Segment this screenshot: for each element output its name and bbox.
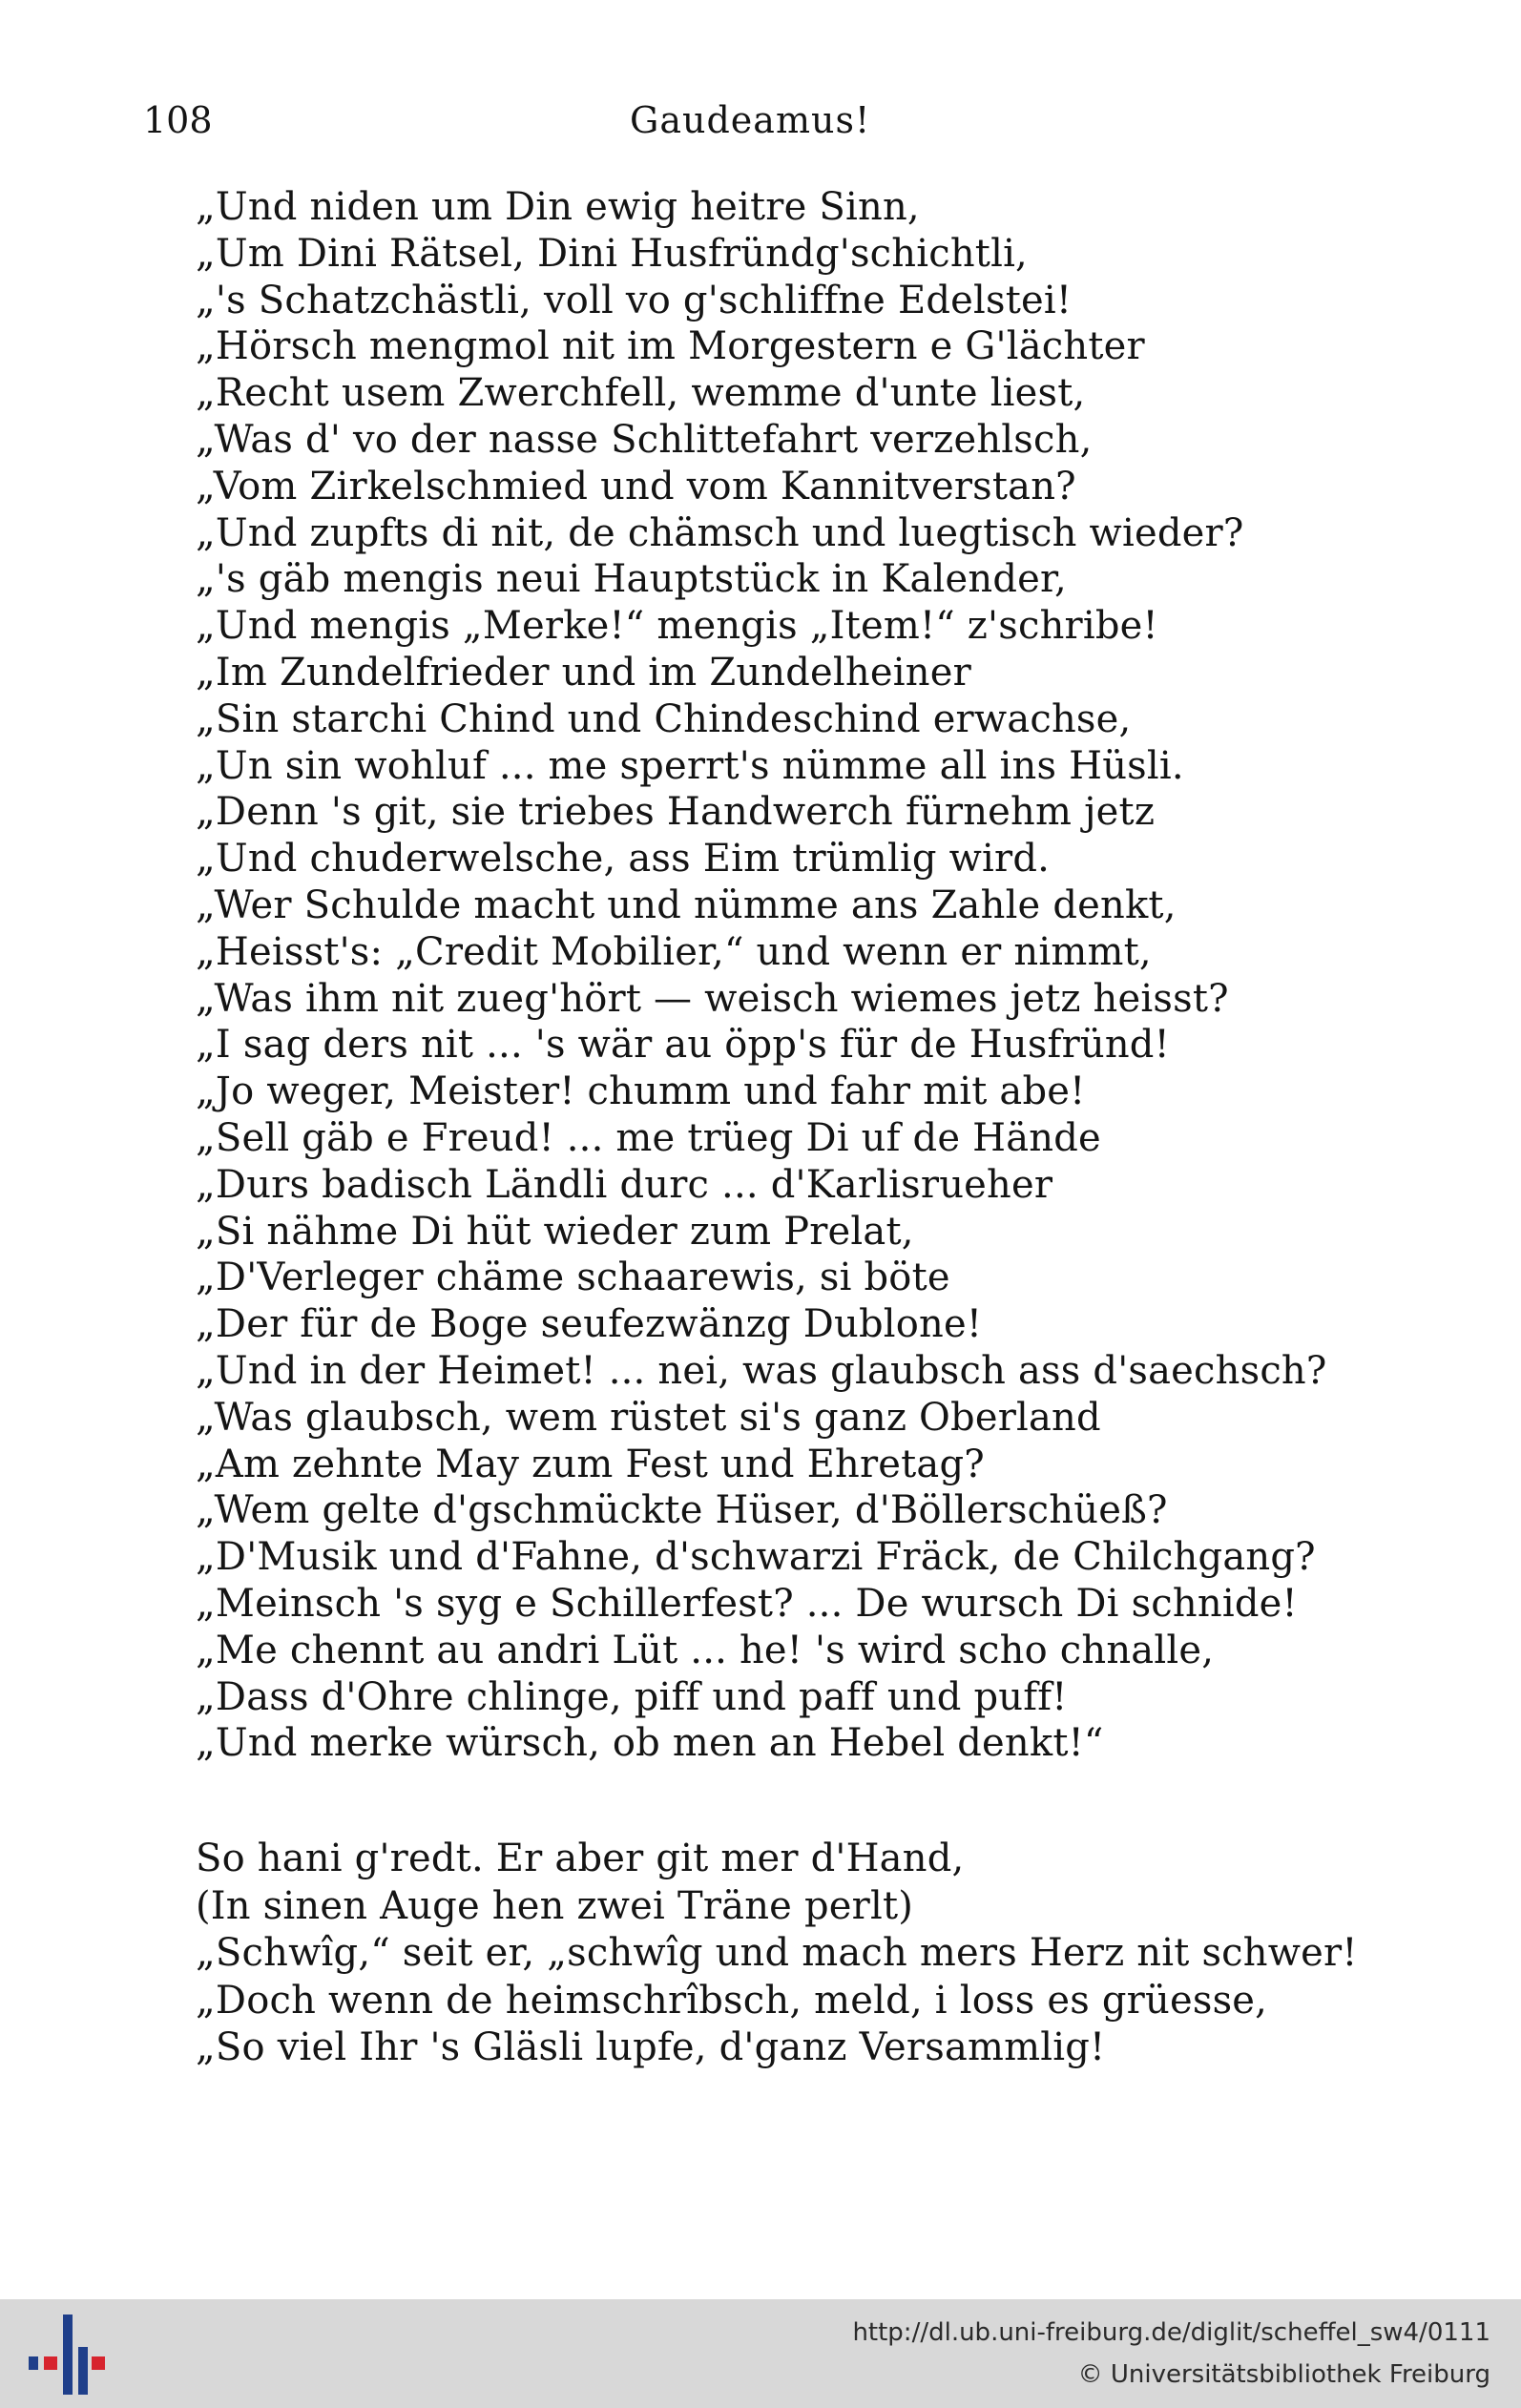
verse-line: „Sell gäb e Freud! ... me trüeg Di uf de Hände xyxy=(196,1115,1101,1160)
verse-line: „Was ihm nit zueg'hört — weisch wiemes jetz heisst? xyxy=(196,976,1229,1021)
verse-line: „Und in der Heimet! ... nei, was glaubsch ass d'saechsch? xyxy=(196,1348,1327,1393)
verse-line: „I sag ders nit ... 's wär au öpp's für de Husfründ! xyxy=(196,1023,1170,1068)
verse-line: „Denn 's git, sie triebes Handwerch fürnehm jetz xyxy=(196,790,1156,835)
verse-line: „Der für de Boge seufezwänzg Dublone! xyxy=(196,1302,983,1347)
stanza-1 xyxy=(196,184,1436,1767)
page-header xyxy=(0,92,1521,149)
verse-line: „D'Verleger chäme schaarewis, si böte xyxy=(196,1256,950,1300)
verse-line: „Heisst's: „Credit Mobilier,“ und wenn er nimmt, xyxy=(196,929,1152,974)
verse-line: „Am zehnte May zum Fest und Ehretag? xyxy=(196,1442,985,1486)
verse-line: (In sinen Auge hen zwei Träne perlt) xyxy=(196,1883,914,1928)
running-title: Gaudeamus! xyxy=(630,99,871,141)
verse-line: „Und mengis „Merke!“ mengis „Item!“ z'schribe! xyxy=(196,604,1158,649)
verse-line: „Me chennt au andri Lüt ... he! 's wird scho chnalle, xyxy=(196,1628,1215,1672)
verse-line: „Schwîg,“ seit er, „schwîg und mach mers Herz nit schwer! xyxy=(196,1931,1358,1975)
stanza-2 xyxy=(196,1836,1436,2072)
verse-line: „Hörsch mengmol nit im Morgestern e G'lächter xyxy=(196,324,1145,369)
verse-line: „Recht usem Zwerchfell, wemme d'unte liest, xyxy=(196,371,1086,416)
verse-line: „Und merke würsch, ob men an Hebel denkt!“ xyxy=(196,1721,1104,1766)
source-url[interactable]: http://dl.ub.uni-freiburg.de/diglit/scheffel_sw4/0111 xyxy=(852,2318,1490,2347)
verse-line: „'s gäb mengis neui Hauptstück in Kalender, xyxy=(196,557,1067,602)
verse-line: „D'Musik und d'Fahne, d'schwarzi Fräck, de Chilchgang? xyxy=(196,1535,1316,1580)
page-number: 108 xyxy=(143,99,213,141)
verse-line: „Dass d'Ohre chlinge, piff und paff und puff! xyxy=(196,1674,1068,1719)
verse-line: „Jo weger, Meister! chumm und fahr mit abe! xyxy=(196,1069,1086,1114)
footer-bar xyxy=(0,2299,1521,2408)
verse-line: „Meinsch 's syg e Schillerfest? ... De wursch Di schnide! xyxy=(196,1581,1298,1626)
copyright-notice: © Universitätsbibliothek Freiburg xyxy=(1077,2360,1490,2389)
verse-line: „Doch wenn de heimschrîbsch, meld, i loss es grüesse, xyxy=(196,1978,1268,2023)
verse-line: So hani g'redt. Er aber git mer d'Hand, xyxy=(196,1837,965,1880)
verse-line: „Sin starchi Chind und Chindeschind erwachse, xyxy=(196,696,1132,741)
verse-line: „Um Dini Rätsel, Dini Husfründg'schichtli, xyxy=(196,231,1028,276)
verse-line: „Im Zundelfrieder und im Zundelheiner xyxy=(196,650,971,695)
verse-line: „Wer Schulde macht und nümme ans Zahle denkt, xyxy=(196,882,1177,927)
verse-line: „Wem gelte d'gschmückte Hüser, d'Böllerschüeß? xyxy=(196,1488,1168,1533)
ub-freiburg-logo-icon xyxy=(21,2307,107,2402)
verse-line: „'s Schatzchästli, voll vo g'schliffne Edelstei! xyxy=(196,278,1073,322)
verse-line: „Un sin wohluf ... me sperrt's nümme all ins Hüsli. xyxy=(196,743,1184,788)
verse-line: „Si nähme Di hüt wieder zum Prelat, xyxy=(196,1209,914,1254)
verse-line: „Durs badisch Ländli durc ... d'Karlisrueher xyxy=(196,1162,1053,1207)
verse-line: „Vom Zirkelschmied und vom Kannitverstan? xyxy=(196,464,1076,509)
verse-line: „Und zupfts di nit, de chämsch und luegtisch wieder? xyxy=(196,510,1244,555)
verse-line: „Was glaubsch, wem rüstet si's ganz Oberland xyxy=(196,1395,1101,1440)
verse-line: „So viel Ihr 's Gläsli lupfe, d'ganz Versammlig! xyxy=(196,2025,1106,2069)
verse-line: „Und niden um Din ewig heitre Sinn, xyxy=(196,185,920,229)
verse-line: „Was d' vo der nasse Schlittefahrt verzehlsch, xyxy=(196,417,1093,462)
verse-line: „Und chuderwelsche, ass Eim trümlig wird. xyxy=(196,837,1051,882)
